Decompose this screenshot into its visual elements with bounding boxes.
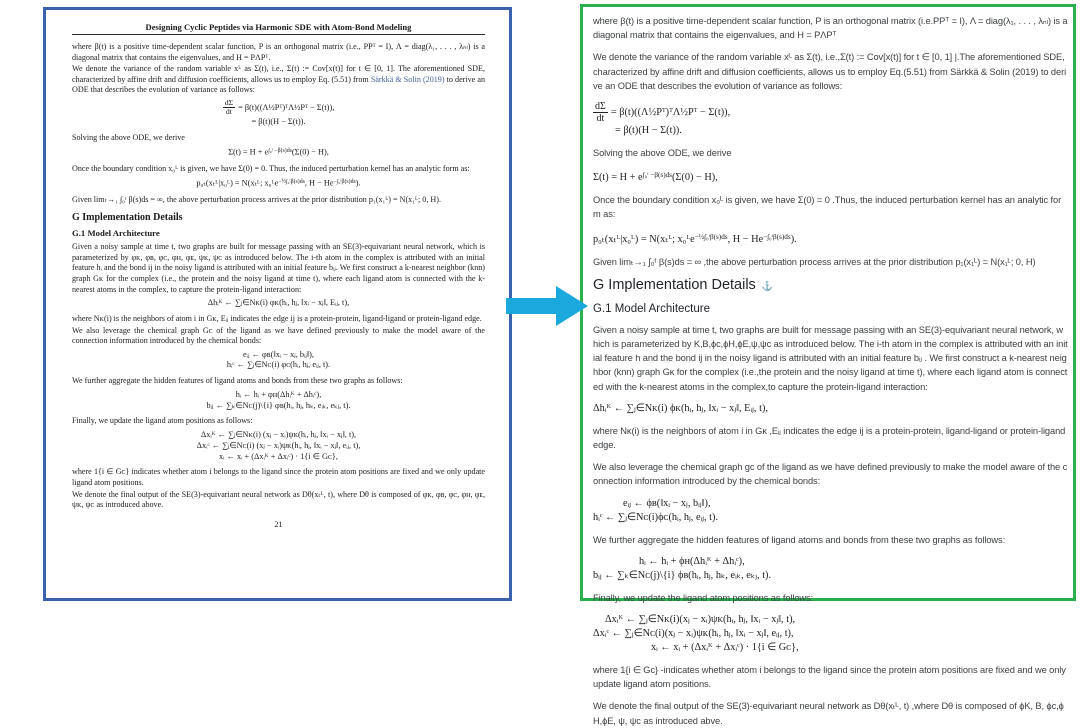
equation-line: eᵢⱼ ← ϕʙ(‖xᵢ − xⱼ, bᵢⱼ‖), — [623, 497, 711, 509]
equation-text: Σ(t) = H + e — [593, 172, 643, 184]
paragraph-eigen: where β(t) is a positive time-dependent scalar function, P is an orthogonal matrix (i.e.PPᵀ = I), Λ = diag(λ₁, . . . , λₙₗ) is a diagonal matrix that contains the eigenvalues, and H = PΛPᵀ — [593, 16, 1068, 41]
equation-text: p₀ₜ(xₜᴸ|x₀ᴸ) = N(xₜᴸ; x₀ᴸe — [593, 233, 695, 245]
paragraph-text: to derive an ODE that describes the evolution of variance as follows: — [72, 74, 485, 95]
paragraph-indicator: where 1{i ∈ Gᴄ} indicates whether atom i belongs to the ligand since the protein atom positions are fixed and we only update ligand atom positions. — [72, 467, 485, 488]
fraction-dsigma-dt — [223, 99, 235, 117]
equation-line: xᵢ ← xᵢ + (Δxᵢᴷ + Δxᵢᶜ) · 1{i ∈ Gᴄ}, — [651, 642, 799, 654]
paragraph-finally: Finally, we update the ligand atom positions as follows: — [72, 416, 253, 426]
equation-text: p₀ₜ(xₜᴸ|x₀ᴸ) = N(xₜᴸ; x₀ᴸe — [196, 178, 279, 188]
title-rule — [72, 34, 485, 35]
fraction-denominator: dt — [225, 107, 232, 117]
equation-line: bᵢⱼ ← ∑ₖ∈Nᴄ(j)\{i} ϕʙ(hᵢ, hⱼ, hₖ, eᵢₖ, eₖⱼ, t). — [593, 569, 772, 581]
equation-text: , H − He — [727, 233, 764, 245]
equation-line — [593, 101, 1068, 124]
equation-text: = β(t)((Λ½Pᵀ)ᵀΛ½Pᵀ − Σ(t)), — [610, 106, 731, 118]
equation-exponent: −∫₀ᵗβ(s)ds — [333, 179, 356, 186]
paragraph-eigen: where β(t) is a positive time-dependent scalar function, P is an orthogonal matrix (i.e., PPᵀ = I), Λ = diag(λ₁, . . . , λₙₗ) is a diagonal matrix that contains the eigenvalues, and H = PΛPᵀ. — [72, 42, 485, 62]
paragraph-solving: Solving the above ODE, we derive — [72, 132, 185, 142]
equation-line: hᵢ ← hᵢ + φʜ(Δhᵢᴷ + Δhᵢᶜ), — [235, 389, 322, 399]
paragraph-aggregate: We further aggregate the hidden features of ligand atoms and bonds from these two graphs as follows: — [593, 534, 1006, 545]
paragraph-output: We denote the final output of the SE(3)-equivariant neural network as Dθ(xₜᴸ, t) ,where Dθ is composed of ϕK, B, ϕc,ϕH,ϕE, ψ, ψc as introduced abve. — [593, 701, 1064, 726]
arrow-shape — [506, 286, 588, 326]
subsection-heading-model-architecture: G.1 Model Architecture — [593, 302, 710, 315]
paragraph-output: We denote the final output of the SE(3)-equivariant neural network as Dθ(xₜᴸ, t), where Dθ is composed of φᴋ, φʙ, φᴄ, φʜ, φᴇ, ψᴋ, ψᴄ as introduced above. — [72, 489, 485, 510]
equation-variance-ode — [593, 101, 1068, 138]
equation-exponent: −½∫₀ᵗβ(s)ds — [694, 232, 728, 241]
paragraph-prior: Given limₜ→₁ ∫₀ᵗ β(s)ds = ∞, the above perturbation process arrives at the prior distribution p₁(x₁ᴸ) = N(x₁ᴸ; 0, H). — [72, 194, 441, 204]
equation-line: hᵢᶜ ← ∑ⱼ∈Nᴄ(i) φᴄ(hᵢ, hⱼ, eᵢⱼ, t). — [226, 360, 331, 370]
equation-chemical-bonds — [593, 497, 1068, 525]
equation-perturbation-kernel — [593, 230, 1068, 247]
equation-exponent: −½∫₀ᵗβ(s)ds — [278, 179, 305, 186]
equation-line — [72, 99, 485, 117]
paragraph-boundary: Once the boundary condition x₀ᴸ is given, we have Σ(0) = 0 .Thus, the induced perturbation kernel has an analytic form as: — [593, 195, 1062, 220]
paragraph-variance — [72, 64, 485, 96]
equation-perturbation-kernel — [72, 177, 485, 189]
subsection-heading-model-architecture: G.1 Model Architecture — [72, 228, 160, 239]
paragraph-variance: We denote the variance of the random variable xᴸ as Σ(t), i.e.,Σ(t) := Cov[x(t)] for t ∈ [0, 1] |.The aforementioned SDE,characterized by affine drift and diffusion coefficients, allows us to employ Eq.(5.51) from Särkkä & Solin (2019) to derive an ODE that describes the evolution of variance as follows: — [593, 52, 1067, 91]
paragraph-architecture: Given a noisy sample at time t, two graphs are built for message passing with an SE(3)-equivariant neural network, which is parameterized by φᴋ, φʙ, φᴄ, φʜ, φᴇ, ψᴋ, ψᴄ as introduced below. The i-th atom in the complex is attributed with an initial feature hᵢ and the bond ij in the noisy ligand is attributed with an initial feature bᵢⱼ. We first construct a k-nearest neighbor (knn) graph Gᴋ for the complex (i.e., the protein and the noisy ligand at time t), where each ligand atom is connected with the k-nearest atoms in the complex, to capture the protein-ligand interaction: — [72, 242, 485, 294]
equation-line: bᵢⱼ ← ∑ₖ∈Nᴄ(j)\{i} φʙ(hᵢ, hⱼ, hₖ, eᵢₖ, eₖⱼ, t). — [206, 400, 351, 410]
page-number: 21 — [274, 519, 283, 529]
heading-text: G Implementation Details — [593, 276, 756, 293]
equation-position-update — [593, 613, 1068, 655]
equation-line: Δxᵢᶜ ← ∑ⱼ∈Nᴄ(i)(xⱼ − xᵢ)ψᴋ(hᵢ, hⱼ, ‖xᵢ − xⱼ‖, eᵢⱼ, t), — [593, 628, 794, 640]
equation-line: = β(t)(H − Σ(t)). — [251, 116, 306, 126]
equation-text: , H − He — [304, 178, 334, 188]
equation-line: eᵢⱼ ← φʙ(‖xᵢ − xⱼ, bᵢⱼ‖), — [243, 349, 314, 359]
equation-sigma-solution — [593, 168, 1068, 185]
fraction-numerator: dΣ — [224, 97, 234, 107]
fraction-dsigma-dt — [593, 101, 608, 124]
paragraph-solving: Solving the above ODE, we derive — [593, 148, 732, 159]
pdf-page-panel — [43, 7, 512, 601]
equation-line: hᵢᶜ ← ∑ⱼ∈Nᴄ(i)ϕᴄ(hᵢ, hⱼ, eᵢⱼ, t). — [593, 511, 719, 523]
equation-aggregate — [593, 555, 1068, 583]
equation-line: Δxᵢᶜ ← ∑ⱼ∈Nᴄ(i) (xⱼ − xᵢ)ψᴋ(hᵢ, hⱼ, ‖xᵢ − xⱼ‖, eᵢⱼ, t), — [196, 440, 361, 450]
equation-line: Δxᵢᴷ ← ∑ⱼ∈Nᴋ(i)(xⱼ − xᵢ)ψᴋ(hᵢ, hⱼ, ‖xᵢ − xⱼ‖, t), — [605, 614, 796, 626]
equation-line: = β(t)(H − Σ(t)). — [615, 125, 682, 137]
equation-position-update — [72, 430, 485, 462]
equation-text: ). — [790, 233, 797, 245]
conversion-arrow-icon — [506, 286, 588, 326]
equation-line: Δxᵢᴷ ← ∑ⱼ∈Nᴋ(i) (xⱼ − xᵢ)ψᴋ(hᵢ, hⱼ, ‖xᵢ − xⱼ‖, t), — [200, 430, 357, 440]
equation-text: ). — [355, 178, 361, 188]
paragraph-chemical-graph: We also leverage the chemical graph gc of the ligand as we have defined previously to make the model aware of the connection information introduced by the chemical bonds: — [593, 462, 1068, 487]
heading-anchor-icon[interactable]: ⚓ — [761, 280, 774, 291]
equation-text: (Σ(0) − H), — [291, 147, 329, 157]
equation-chemical-bonds — [72, 350, 485, 372]
fraction-denominator: dt — [596, 113, 605, 125]
section-heading-implementation: G Implementation Details — [72, 212, 183, 224]
equation-aggregate — [72, 390, 485, 412]
fraction-numerator: dΣ — [595, 101, 606, 113]
paragraph-aggregate: We further aggregate the hidden features of ligand atoms and bonds from these two graphs as follows: — [72, 376, 403, 386]
markdown-render-panel — [580, 4, 1076, 726]
paragraph-architecture: Given a noisy sample at time t, two graphs are built for message passing with an SE(3)-equivariant neural network, which is parameterized by K,B,ϕc,ϕH,ϕE,ψ,ψc as introduced below. The i-th atom in the complex is attributed with an initial feature h and the bond ij in the noisy ligand is attributed with an initial feature bᵢⱼ . We first construct a k-nearest neighbor (knn) graph Gᴋ for the complex (i.e.,the protein and the noisy ligand at time t), where each ligand atom is connected with the k-nearest atoms in the complex,to capture the protein-ligand interaction: — [593, 324, 1068, 392]
equation-knn-message: Δhᵢᴷ ← ∑ⱼ∈Nᴋ(i) φᴋ(hᵢ, hⱼ, ‖xᵢ − xⱼ‖, Eᵢⱼ, t), — [207, 298, 350, 308]
equation-exponent: ∫₀ᵗ −β(s)ds — [642, 171, 672, 180]
paragraph-chemical-graph: We also leverage the chemical graph Gᴄ of the ligand as we have defined previously to make the model aware of the connection information introduced by the chemical bonds: — [72, 325, 485, 346]
equation-line: xᵢ ← xᵢ + (Δxᵢᴷ + Δxᵢᶜ) · 1{i ∈ Gᴄ}, — [219, 451, 338, 461]
paragraph-neighbors: where Nᴋ(i) is the neighbors of atom i in Gᴋ, Eᵢⱼ indicates the edge ij is a protein-protein, ligand-ligand or protein-ligand edge. — [72, 313, 482, 323]
section-heading-implementation — [593, 277, 1068, 293]
paragraph-boundary: Once the boundary condition x₀ᴸ is given, we have Σ(0) = 0. Thus, the induced perturbation kernel has an analytic form as: — [72, 163, 470, 173]
paragraph-text: We denote the variance of the random variable xᴸ as Σ(t), i.e., Σ(t) := Cov[x(t)] for t ∈ [0, 1]. The aforementioned SDE, characterized by affine drift and diffusion coefficients, allows us to employ Eq. (5.51) from — [72, 64, 485, 84]
equation-text: (Σ(0) − H), — [671, 172, 718, 184]
equation-variance-ode — [72, 99, 485, 128]
equation-text: = β(t)((Λ½Pᵀ)ᵀΛ½Pᵀ − Σ(t)), — [238, 102, 335, 112]
paragraph-prior: Given limₜ→₁ ∫₀ᵗ β(s)ds = ∞ ,the above perturbation process arrives at the prior distribution p₁(x₁ᴸ) = N(x₁ᴸ; 0, H) — [593, 256, 1036, 267]
equation-text: Σ(t) = H + e — [228, 147, 269, 157]
equation-exponent: −∫₀ᵗβ(s)ds — [763, 232, 791, 241]
equation-exponent: ∫₀ᵗ −β(s)ds — [268, 148, 292, 155]
paragraph-finally: Finally, we update the ligand atom positions as follows: — [593, 592, 814, 603]
paper-running-title: Designing Cyclic Peptides via Harmonic SDE with Atom-Bond Modeling — [145, 22, 412, 32]
equation-sigma-solution — [72, 146, 485, 158]
equation-knn-message: Δhᵢᴷ ← ∑ⱼ∈Nᴋ(i) ϕᴋ(hᵢ, hⱼ, ‖xᵢ − xⱼ‖, Eᵢⱼ, t), — [593, 402, 768, 414]
paragraph-indicator: where 1{i ∈ Gᴄ} -indicates whether atom i belongs to the ligand since the protein atom positions are fixed and we only update ligand atom positions. — [593, 665, 1066, 690]
paragraph-neighbors: where Nᴋ(i) is the neighbors of atom i in Gᴋ ,Eᵢⱼ indicates the edge ij is a protein-protein, ligand-ligand or protein-ligand edge. — [593, 425, 1066, 451]
citation-link[interactable]: Särkkä & Solin (2019) — [370, 74, 445, 84]
equation-line: hᵢ ← hᵢ + ϕʜ(Δhᵢᴷ + Δhᵢᶜ), — [639, 555, 745, 567]
